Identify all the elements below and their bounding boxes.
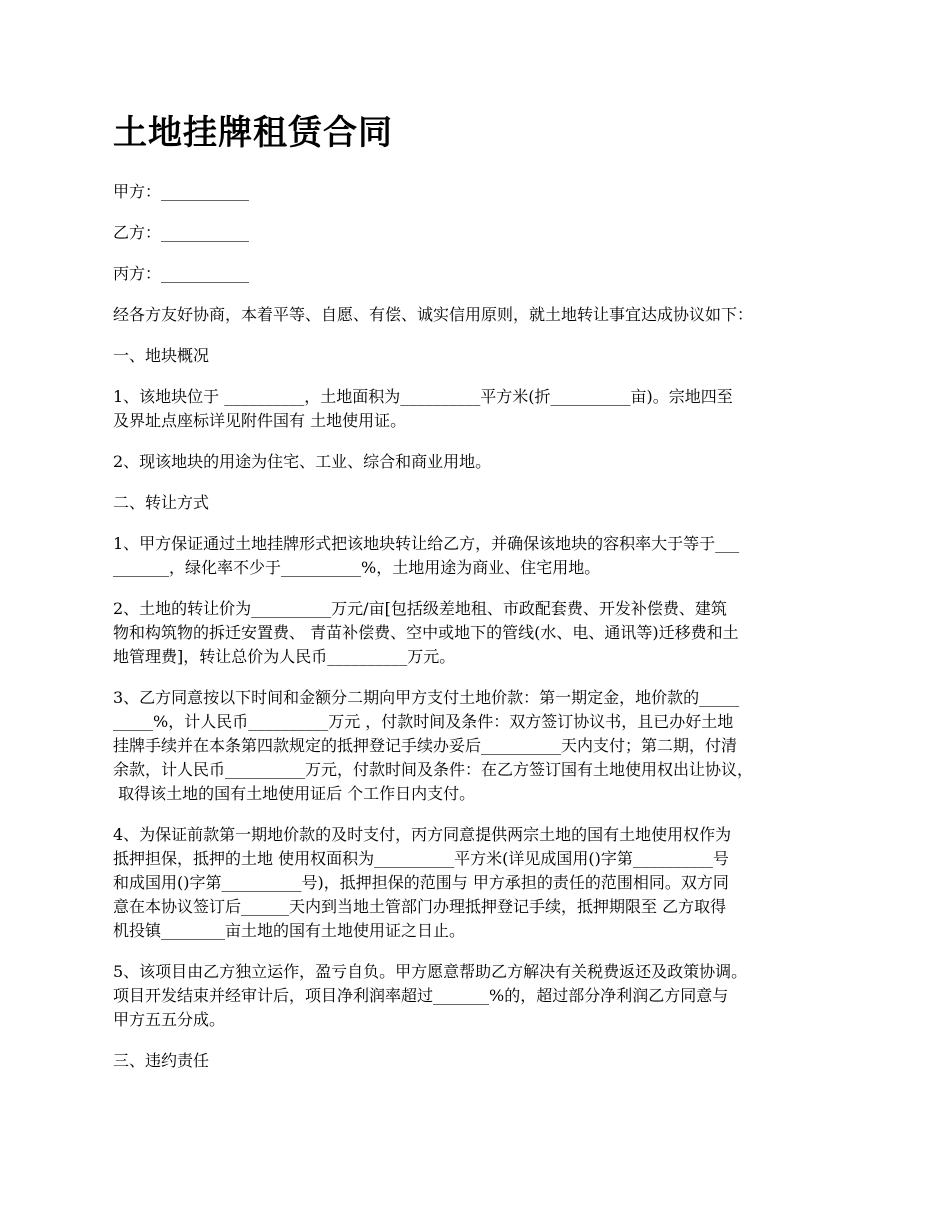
clause-2-5: 5、该项目由乙方独立运作，盈亏自负。甲方愿意帮助乙方解决有关税费返还及政策协调。 项目开发结束并经审计后，项目净利润率超过_______%的，超过部分净利润乙方同意与 甲方五五分成。 [113,962,748,1029]
document-page [113,108,853,1073]
document-title: 土地挂牌租赁合同 [113,113,393,153]
section-heading-3: 三、违约责任 [113,1051,210,1070]
party-b-line: 乙方：___________ [113,223,250,242]
clause-2-1: 1、甲方保证通过土地挂牌形式把该地块转让给乙方，并确保该地块的容积率大于等于___ _______，绿化率不少于__________%，土地用途为商业、住宅用地。 [113,534,740,577]
party-c-line: 丙方：___________ [113,264,250,283]
party-a-line: 甲方：___________ [113,182,250,201]
section-heading-2: 二、转让方式 [113,493,210,512]
section-heading-1: 一、地块概况 [113,346,210,365]
preamble-paragraph: 经各方友好协商，本着平等、自愿、有偿、诚实信用原则，就土地转让事宜达成协议如下： [113,305,754,324]
clause-1-2: 2、现该地块的用途为住宅、工业、综合和商业用地。 [113,452,492,471]
clause-1-1: 1、该地块位于 __________，土地面积为__________平方米(折__________亩)。宗地四至 及界址点座标详见附件国有 土地使用证。 [113,387,733,430]
clause-2-4: 4、为保证前款第一期地价款的及时支付，丙方同意提供两宗土地的国有土地使用权作为 抵押担保，抵押的土地 使用权面积为__________平方米(详见成国用()字第__________号 和成国用()字第__________号)，抵押担保的范围与 甲方承担的责任的范围相同。双方同 意在本协议签订后______天内到当地土管部门办理抵押登记手续，抵押期限至 乙方取得 机投镇________亩土地的国有土地使用证之日止。 [113,825,732,940]
clause-2-3: 3、乙方同意按以下时间和金额分二期向甲方支付土地价款：第一期定金，地价款的_____ _____%，计人民币__________万元 ，付款时间及条件：双方签订协议书，且已办好土地 挂牌手续并在本条第四款规定的抵押登记手续办妥后__________天内支付；第二期，付清 余款，计人民币__________万元，付款时间及条件：在乙方签订国有土地使用权出让协议， 取得该土地的国有土地使用证后 个工作日内支付。 [113,688,754,803]
clause-2-2: 2、土地的转让价为__________万元/亩[包括级差地租、市政配套费、开发补偿费、建筑 物和构筑物的拆迁安置费、 青苗补偿费、空中或地下的管线(水、电、通讯等)迁移费和土 地管理费]，转让总价为人民币__________万元。 [113,599,739,666]
